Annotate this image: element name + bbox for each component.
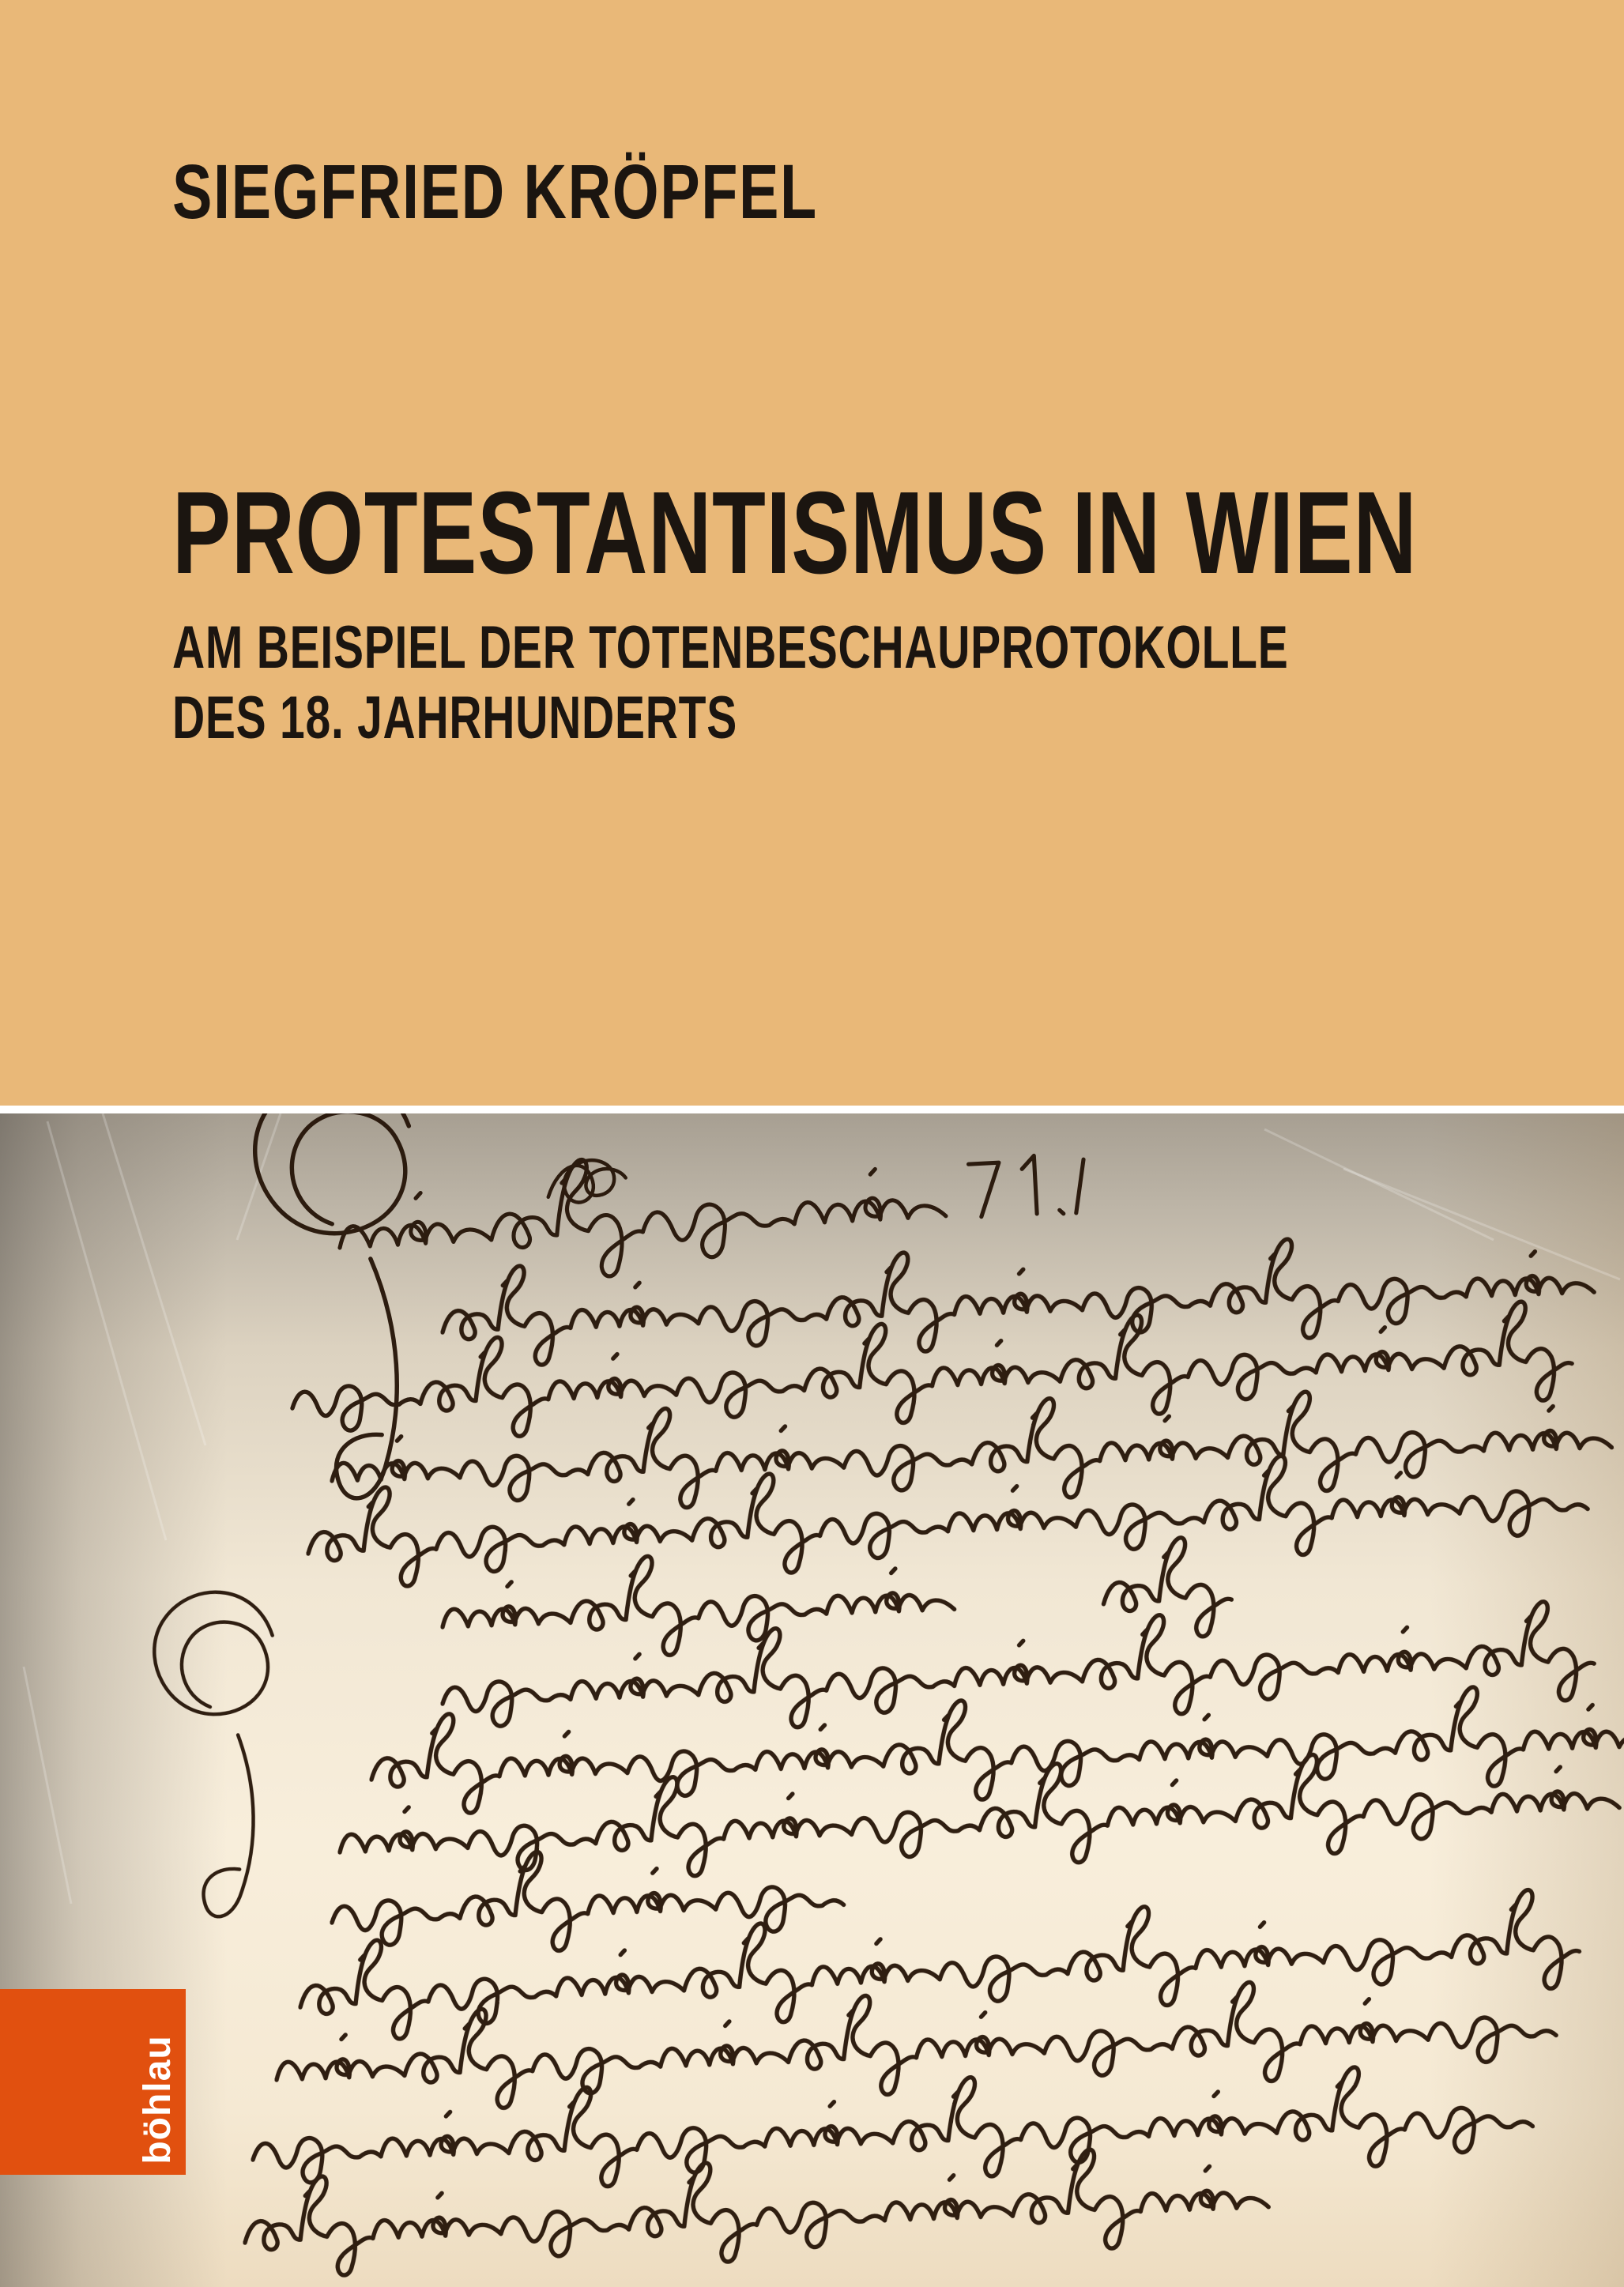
book-title: PROTESTANTISMUS IN WIEN [172, 468, 1418, 598]
publisher-logo [0, 1989, 186, 2175]
book-subtitle-line2: DES 18. JAHRHUNDERTS [172, 684, 737, 752]
manuscript-photo [0, 1113, 1624, 2287]
cover-top-band [0, 0, 1624, 1106]
divider-strip [0, 1106, 1624, 1113]
publisher-logo-text: böhlau [137, 2035, 179, 2165]
paper-background [0, 1113, 1624, 2287]
author-name: SIEGFRIED KRÖPFEL [172, 149, 818, 235]
book-subtitle-line1: AM BEISPIEL DER TOTENBESCHAUPROTOKOLLE [172, 614, 1289, 681]
